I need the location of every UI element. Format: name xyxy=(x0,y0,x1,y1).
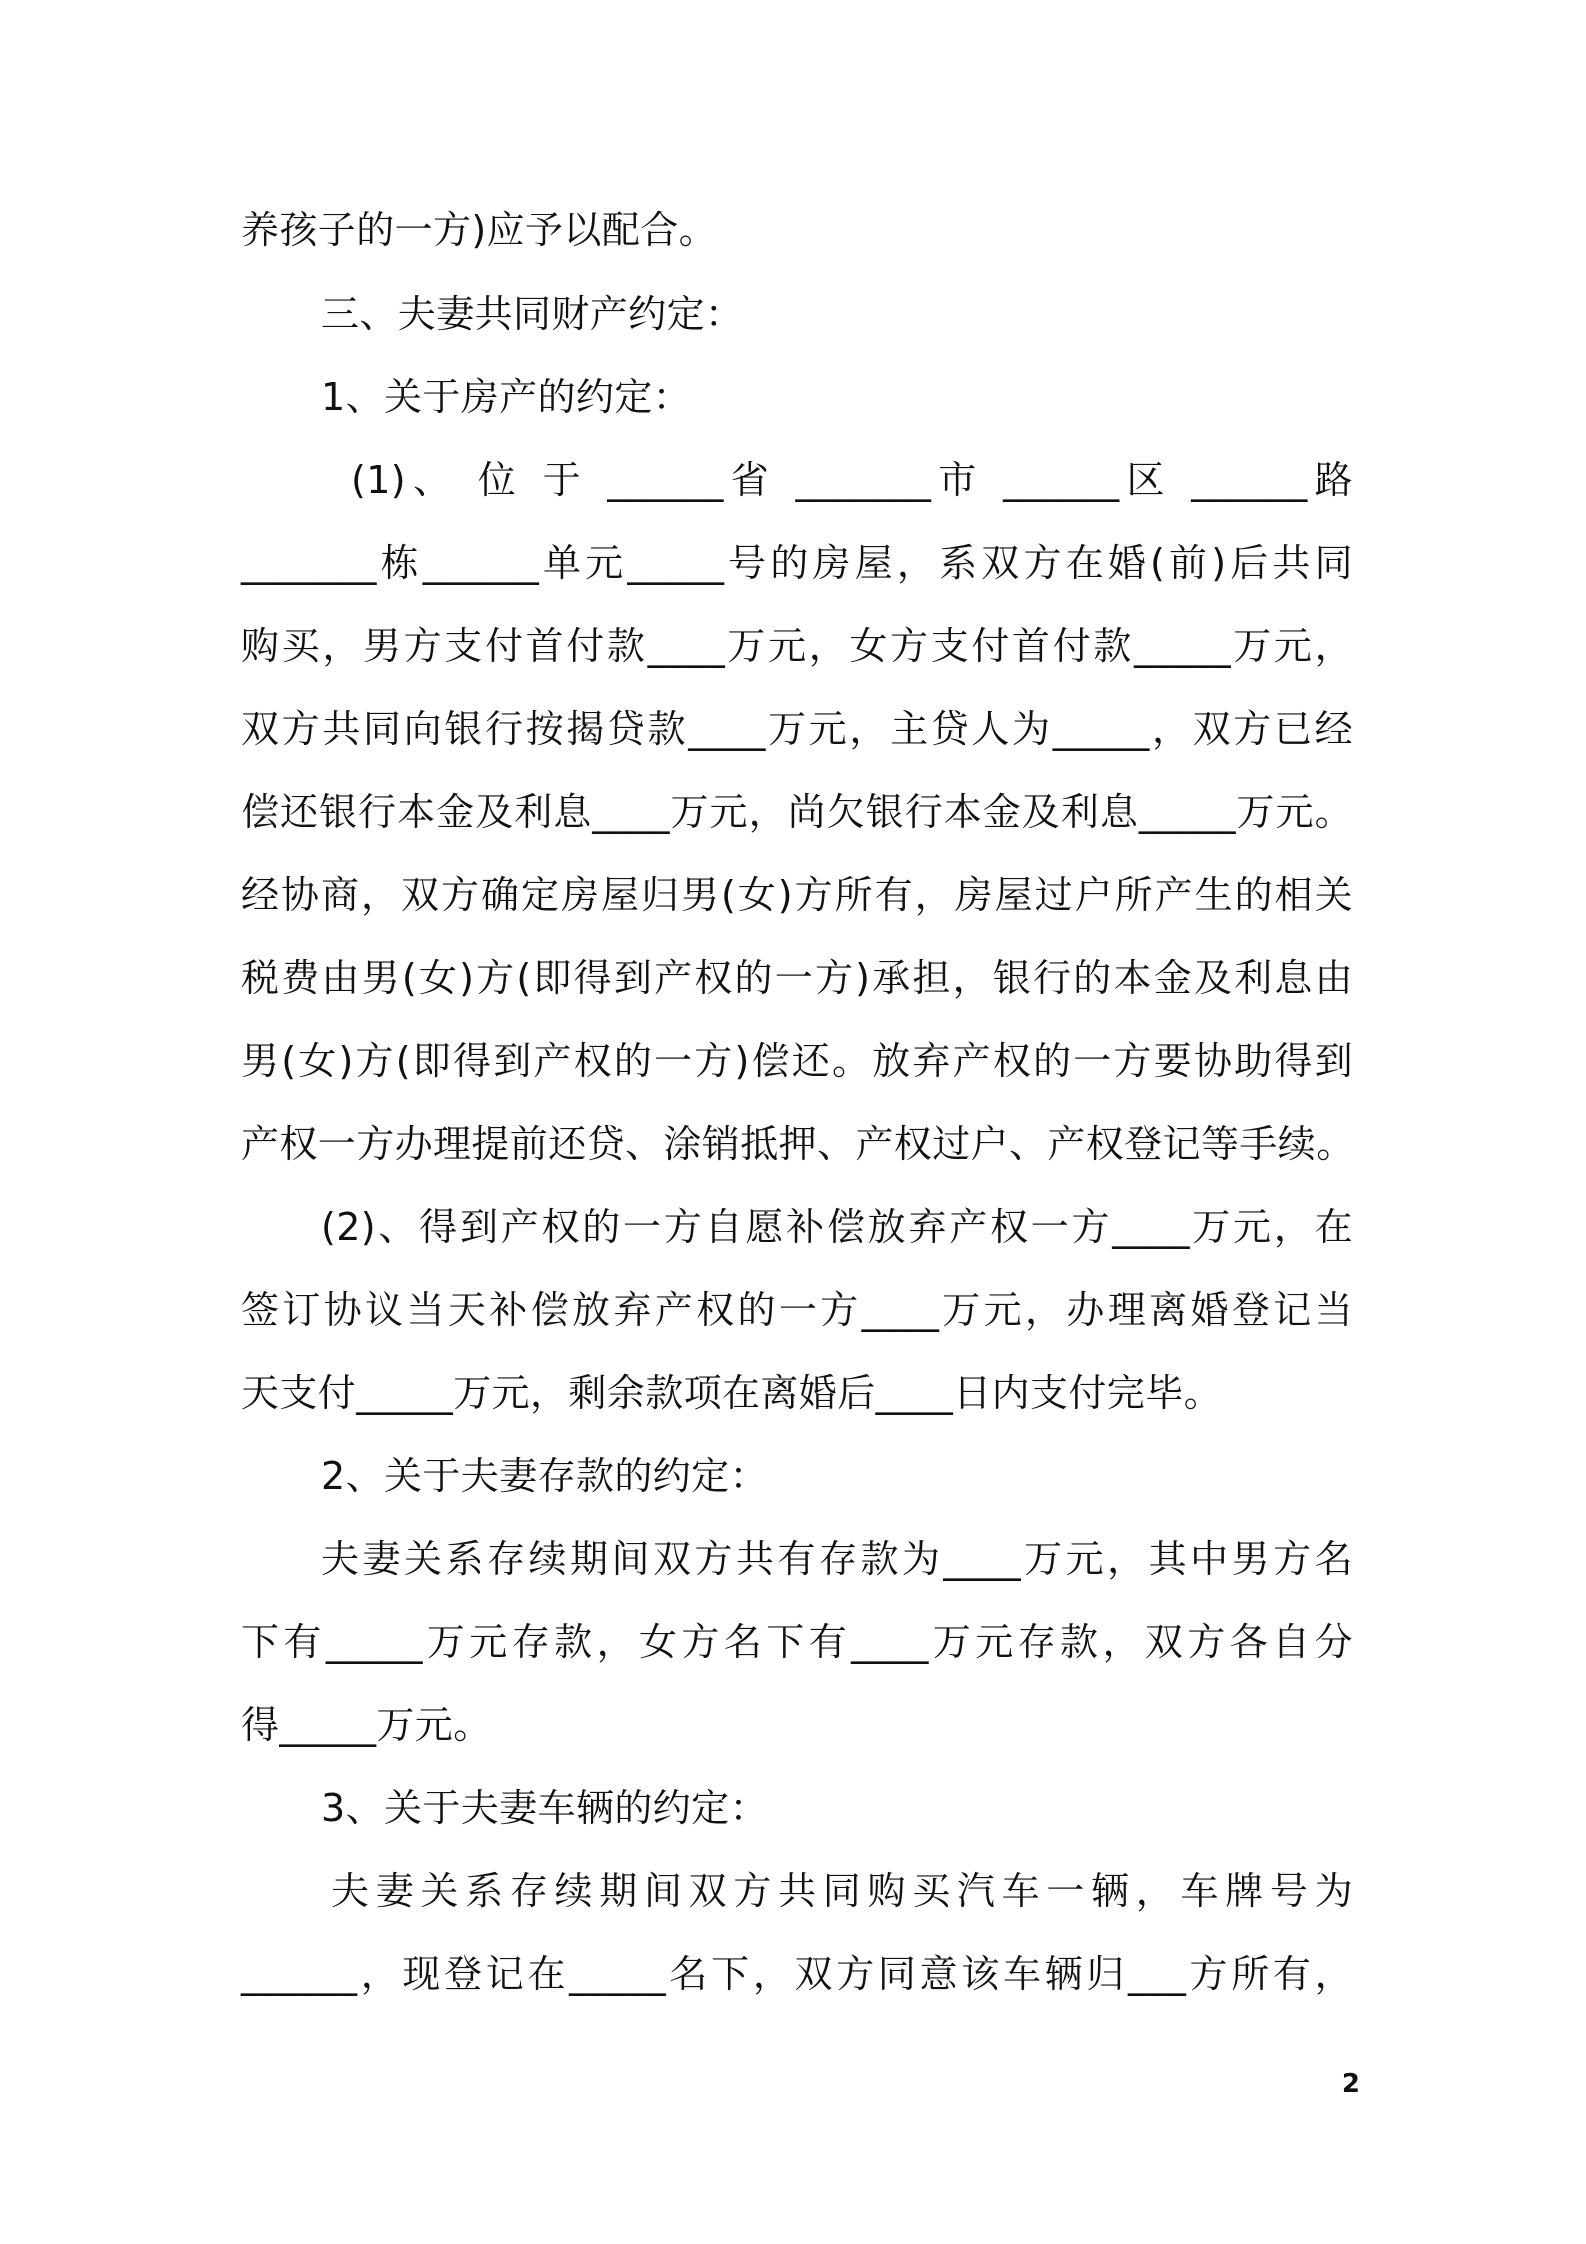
heading-vehicles: 3、关于夫妻车辆的约定： xyxy=(321,1786,768,1830)
text-line-8: 偿还银行本金及利息____万元，尚欠银行本金及利息_____万元。 xyxy=(241,790,1353,834)
text-line-5: _______栋______单元_____号的房屋，系双方在婚(前)后共同 xyxy=(241,541,1353,585)
text-line-17: 夫妻关系存续期间双方共有存款为____万元，其中男方名 xyxy=(321,1537,1353,1581)
text-line-19: 得_____万元。 xyxy=(241,1703,492,1747)
text-line-18: 下有_____万元存款，女方名下有____万元存款，双方各自分 xyxy=(241,1620,1353,1664)
text-line-12: 产权一方办理提前还贷、涂销抵押、产权过户、产权登记等手续。 xyxy=(241,1122,1355,1166)
text-line-22: ______，现登记在_____名下，双方同意该车辆归___方所有， xyxy=(241,1952,1353,1996)
text-line-6: 购买，男方支付首付款____万元，女方支付首付款_____万元， xyxy=(241,624,1353,668)
text-line-7: 双方共同向银行按揭贷款____万元，主贷人为_____，双方已经 xyxy=(241,707,1353,751)
text-line-13: (2)、得到产权的一方自愿补偿放弃产权一方____万元，在 xyxy=(321,1205,1353,1249)
heading-deposits: 2、关于夫妻存款的约定： xyxy=(321,1454,768,1498)
text-line-11: 男(女)方(即得到产权的一方)偿还。放弃产权的一方要协助得到 xyxy=(241,1039,1353,1083)
text-line-1: 养孩子的一方)应予以配合。 xyxy=(241,208,718,252)
heading-section-three: 三、夫妻共同财产约定： xyxy=(321,292,744,336)
text-line-14: 签订协议当天补偿放弃产权的一方____万元，办理离婚登记当 xyxy=(241,1288,1353,1332)
page-number: 2 xyxy=(1341,2069,1360,2099)
heading-property: 1、关于房产的约定： xyxy=(321,375,692,419)
text-line-4: (1)、 位 于 ______省 _______市 ______区 ______路 xyxy=(351,458,1353,502)
text-line-15: 天支付_____万元，剩余款项在离婚后____日内支付完毕。 xyxy=(241,1371,1223,1415)
text-line-21: 夫妻关系存续期间双方共同购买汽车一辆，车牌号为 xyxy=(331,1869,1353,1913)
text-line-10: 税费由男(女)方(即得到产权的一方)承担，银行的本金及利息由 xyxy=(241,956,1353,1000)
text-line-9: 经协商，双方确定房屋归男(女)方所有，房屋过户所产生的相关 xyxy=(241,873,1353,917)
